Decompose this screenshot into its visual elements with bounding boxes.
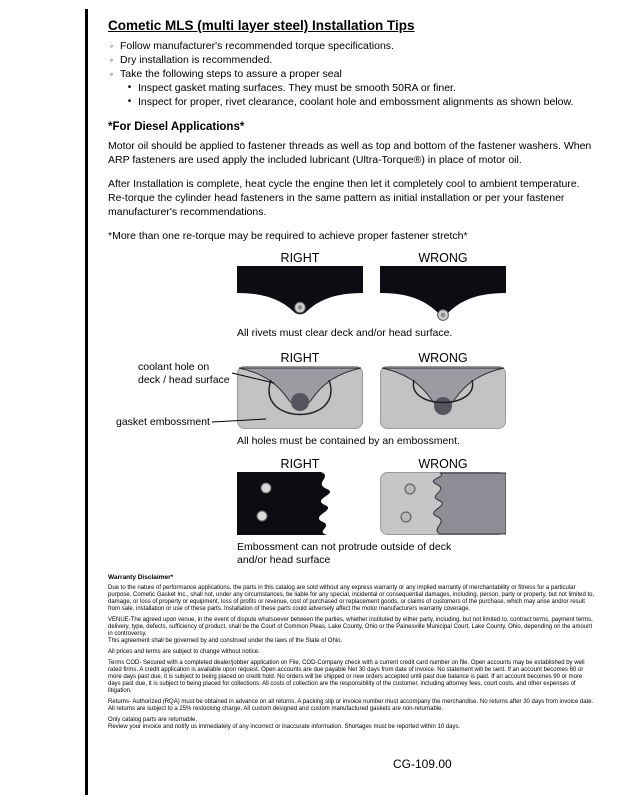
coolant-embossment-wrong-diagram: [380, 366, 506, 429]
warranty-heading: Warranty Disclaimer*: [108, 574, 174, 581]
tip-text: Follow manufacturer's recommended torque specifications.: [120, 40, 394, 52]
tips-sub-list: [126, 81, 597, 109]
bullet-dot-icon: •: [127, 82, 132, 93]
bullet-circle-icon: ◦: [109, 41, 114, 51]
venue-paragraph: VENUE-The agreed upon venue, in the event of dispute whatsoever between the parties, whether instituted by either party, including, but not limited to, contract terms, payment terms, delivery, type, defects, sufficiency of product, shall be the Court of Common Pleas, Lake County, Ohio or the Painesville Municipal Court, Lake County, Ohio, depending on the amount in controversy.: [108, 617, 593, 637]
tip-item: [108, 53, 597, 67]
page-code: CG-109.00: [393, 757, 452, 771]
protrusion-right-diagram: [237, 472, 363, 535]
tip-item: [108, 67, 597, 81]
diesel-paragraph-2: After Installation is complete, heat cycle the engine then let it completely cool to ambient temperature. Re-torque the cylinder head fasteners in the same pattern as initial installation or per your fastener manufacturer's recommendations.: [108, 178, 580, 218]
tip-sub-item: [126, 95, 597, 109]
rivet-clearance-wrong-diagram: [380, 266, 506, 321]
prices-terms-paragraph: All prices and terms are subject to change without notice.: [108, 649, 260, 655]
right-column-label: RIGHT: [280, 251, 320, 265]
tip-text: Inspect for proper, rivet clearance, coolant hole and embossment alignments as shown below.: [138, 96, 574, 108]
tip-text: Dry installation is recommended.: [120, 54, 273, 66]
returns-paragraph: Returns- Authorized (RQA) must be obtained in advance on all returns. A packing slip or invoice number must accompany the merchandise. No returns after 30 days from invoice date. All returns are subject to a 25% restocking charge. All custom designed and custom manufactured gaskets are non-returnable.: [108, 699, 594, 712]
left-border-line: [85, 9, 88, 795]
protrusion-wrong-diagram: [380, 472, 506, 535]
coolant-hole-label: coolant hole on deck / head surface: [138, 361, 230, 386]
diesel-paragraph-1: Motor oil should be applied to fastener threads as well as top and bottom of the fastener washers. When ARP fasteners are used apply the included lubricant (Ultra-Torque®) in place of motor oil.: [108, 140, 592, 166]
wrong-column-label: WRONG: [418, 251, 468, 265]
warranty-paragraph: Due to the nature of performance applications, the parts in this catalog are sold without any express warranty or any implied warranty of merchantability or fitness for a particular purpose. Cometic Gasket Inc., shall not, under any circumstances, be liable for any special, incidental or consequential damages, including, person, party or property, but not limited to, damage, or loss of property or equipment, loss of profits or revenue, cost of purchased or replacement goods, or claims of customers of the purchase, which may arise and/or result from sale, installation or use of these parts. Installation of these parts could adversely affect the motor manufacturers warranty coverage.: [108, 585, 595, 612]
protrusion-caption: Embossment can not protrude outside of deck and/or head surface: [237, 541, 452, 566]
embossment-caption: All holes must be contained by an embossment.: [237, 435, 460, 447]
tip-text: Inspect gasket mating surfaces. They must be smooth 50RA or finer.: [138, 82, 456, 94]
rivet-clearance-right-diagram: [237, 266, 363, 321]
rivet-caption: All rivets must clear deck and/or head surface.: [237, 327, 453, 339]
review-invoice-paragraph: Review your invoice and notify us immediately of any incorrect or inaccurate information. Shortages must be reported within 10 days.: [108, 724, 461, 730]
bullet-circle-icon: ◦: [109, 55, 114, 65]
catalog-parts-paragraph: Only catalog parts are returnable.: [108, 717, 198, 723]
tips-list: [108, 39, 597, 109]
right-column-label: RIGHT: [280, 351, 320, 365]
governing-law-paragraph: This agreement shall be governed by and construed under the laws of the State of Ohio.: [108, 638, 343, 644]
bullet-circle-icon: ◦: [109, 69, 114, 79]
wrong-column-label: WRONG: [418, 351, 468, 365]
gasket-embossment-label: gasket embossment: [116, 416, 210, 428]
page-title: Cometic MLS (multi layer steel) Installation Tips: [108, 18, 415, 33]
diesel-applications-heading: *For Diesel Applications*: [108, 121, 245, 133]
tip-text: Take the following steps to assure a proper seal: [120, 68, 342, 80]
bullet-dot-icon: •: [127, 96, 132, 107]
tip-sub-item: [126, 81, 597, 95]
diagrams-section: [108, 251, 597, 573]
wrong-column-label: WRONG: [418, 457, 468, 471]
tip-item: [108, 39, 597, 53]
retorque-note: *More than one re-torque may be required to achieve proper fastener stretch*: [108, 230, 468, 242]
coolant-embossment-right-diagram: [237, 366, 363, 429]
page-content: [108, 18, 597, 735]
right-column-label: RIGHT: [280, 457, 320, 471]
warranty-section: [108, 573, 595, 731]
terms-cod-paragraph: Terms COD- Secured with a completed dealer/jobber application on File, COD-Company check with a current credit card number on file. Open accounts may be established by well rated firms. A credit application is available upon request. Open accounts are due payable Net 30 days from date of invoice. No statement will be sent. If an account becomes 60 or more days past due, it is subject to being placed on credit hold. No orders will be shipped or new orders accepted until past due balance is paid. If an account becomes 90 or more days past due, it is subject to being placed for collections. All costs of collection are the responsibility of the customer, including attorney fees, court costs, and other expenses of litigation.: [108, 660, 585, 694]
